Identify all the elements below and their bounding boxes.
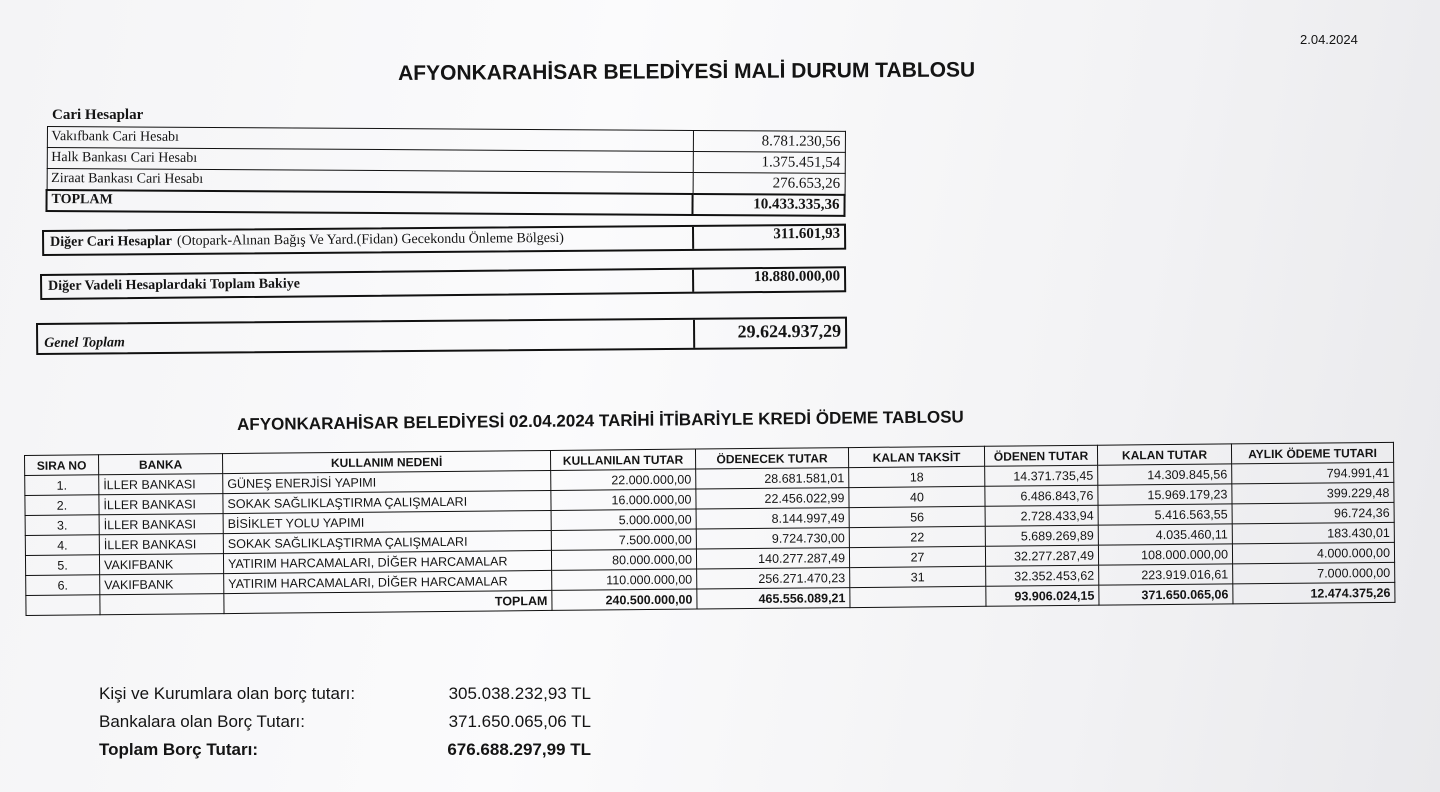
diger-vadeli-label-text: Diğer Vadeli Hesaplardaki Toplam Bakiye <box>48 276 300 294</box>
cell-banka: VAKIFBANK <box>99 554 223 575</box>
header-kullanim-nedeni: KULLANIM NEDENİ <box>222 450 550 473</box>
cell-neden: YATIRIM HARCAMALARI, DİĞER HARCAMALAR <box>224 570 552 593</box>
borc-value: 676.688.297,99 TL <box>447 740 591 759</box>
cell-odenen: 14.371.735,45 <box>985 465 1098 486</box>
diger-cari-label-rest: (Otopark-Alınan Bağış Ve Yard.(Fidan) Gecekondu Önleme Bölgesi) <box>176 230 565 249</box>
cari-row-value: 276.653,26 <box>693 172 845 194</box>
cell-kalan: 15.969.179,23 <box>1098 484 1232 505</box>
cell-kalan-taksit: 56 <box>849 506 985 527</box>
diger-vadeli-label <box>42 270 692 298</box>
cell-odenecek: 28.681.581,01 <box>696 468 849 489</box>
cari-row-label: Halk Bankası Cari Hesabı <box>47 148 693 173</box>
cell-sira: 4. <box>25 535 99 556</box>
kredi-title: AFYONKARAHİSAR BELEDİYESİ 02.04.2024 TARİHİ İTİBARİYLE KREDİ ÖDEME TABLOSU <box>237 407 964 434</box>
header-odenecek-tutar: ÖDENECEK TUTAR <box>695 448 848 469</box>
cell-kalan: 4.035.460,11 <box>1098 524 1232 545</box>
cell-neden: GÜNEŞ ENERJİSİ YAPIMI <box>223 470 551 493</box>
diger-cari-value: 311.601,93 <box>692 226 844 249</box>
cell-kullanilan: 16.000.000,00 <box>551 489 696 510</box>
total-aylik: 12.474.375,26 <box>1233 582 1395 604</box>
cari-total-label: TOPLAM <box>46 190 692 215</box>
cell-odenen: 2.728.433,94 <box>985 505 1098 526</box>
cell-banka: İLLER BANKASI <box>99 494 223 515</box>
borc-row-banka <box>99 708 591 736</box>
total-odenecek: 465.556.089,21 <box>697 588 850 609</box>
total-kullanilan: 240.500.000,00 <box>552 589 697 610</box>
cell-kalan-taksit: 31 <box>850 566 986 587</box>
cell-banka: İLLER BANKASI <box>99 534 223 555</box>
total-kalan-taksit <box>850 586 986 607</box>
diger-vadeli-box <box>40 266 846 300</box>
cell-sira: 2. <box>25 495 99 516</box>
borc-label: Kişi ve Kurumlara olan borç tutarı: <box>99 684 356 703</box>
cell-kullanilan: 110.000.000,00 <box>552 569 697 590</box>
cell-kalan-taksit: 40 <box>849 486 985 507</box>
cell-neden: YATIRIM HARCAMALARI, DİĞER HARCAMALAR <box>223 550 551 573</box>
cell-odenen: 5.689.269,89 <box>985 525 1098 546</box>
cell-sira: 6. <box>26 575 100 596</box>
cari-hesaplar-table <box>45 126 846 216</box>
cell-odenecek: 140.277.287,49 <box>696 548 849 569</box>
total-kalan: 371.650.065,06 <box>1099 584 1233 605</box>
cell-aylik: 183.430,01 <box>1232 522 1394 544</box>
cell-aylik: 399.229,48 <box>1232 482 1394 504</box>
cell-kalan: 5.416.563,55 <box>1098 504 1232 525</box>
cell-aylik: 794.991,41 <box>1232 462 1394 484</box>
cell-banka: İLLER BANKASI <box>99 474 223 495</box>
diger-vadeli-value: 18.880.000,00 <box>692 268 844 291</box>
cell-kullanilan: 80.000.000,00 <box>551 549 696 570</box>
borc-summary <box>99 680 591 764</box>
cari-row-label: Vakıfbank Cari Hesabı <box>47 127 693 152</box>
header-kullanilan-tutar: KULLANILAN TUTAR <box>550 449 695 470</box>
total-odenen: 93.906.024,15 <box>986 585 1099 606</box>
diger-cari-label-bold: Diğer Cari Hesaplar <box>50 233 172 250</box>
borc-value: 305.038.232,93 TL <box>448 684 591 703</box>
genel-toplam-label <box>38 320 693 353</box>
genel-toplam-label-text: Genel Toplam <box>44 335 125 351</box>
header-kalan-tutar: KALAN TUTAR <box>1097 444 1231 465</box>
cell-kalan: 14.309.845,56 <box>1098 464 1232 485</box>
cell-odenecek: 9.724.730,00 <box>696 528 849 549</box>
header-kalan-taksit: KALAN TAKSİT <box>848 446 984 467</box>
kredi-total-label: TOPLAM <box>224 590 552 613</box>
cell-banka: VAKIFBANK <box>100 574 224 595</box>
borc-value: 371.650.065,06 TL <box>448 712 591 731</box>
cell-odenen: 32.277.287,49 <box>985 545 1098 566</box>
cell-kalan: 108.000.000,00 <box>1098 544 1232 565</box>
header-banka: BANKA <box>99 454 223 475</box>
header-sira-no: SIRA NO <box>25 455 99 476</box>
cell-sira: 3. <box>25 515 99 536</box>
cell-empty <box>26 595 100 616</box>
mali-durum-title: AFYONKARAHİSAR BELEDİYESİ MALİ DURUM TABLOSU <box>398 58 976 85</box>
cari-row-value: 1.375.451,54 <box>693 151 845 173</box>
borc-label: Toplam Borç Tutarı: <box>99 740 258 759</box>
cell-kalan: 223.919.016,61 <box>1099 564 1233 585</box>
cell-kalan-taksit: 22 <box>849 526 985 547</box>
cell-aylik: 96.724,36 <box>1232 502 1394 524</box>
cell-sira: 5. <box>25 555 99 576</box>
cell-kullanilan: 22.000.000,00 <box>551 469 696 490</box>
cell-kullanilan: 5.000.000,00 <box>551 509 696 530</box>
cari-row-label: Ziraat Bankası Cari Hesabı <box>47 169 693 194</box>
diger-cari-box <box>42 224 846 256</box>
cell-neden: SOKAK SAĞLIKLAŞTIRMA ÇALIŞMALARI <box>223 530 551 553</box>
cell-odenecek: 22.456.022,99 <box>696 488 849 509</box>
genel-toplam-box <box>36 317 847 355</box>
kredi-table <box>24 442 1395 616</box>
cell-banka: İLLER BANKASI <box>99 514 223 535</box>
cell-kalan-taksit: 27 <box>849 546 985 567</box>
borc-row-kisi <box>99 680 591 708</box>
header-odenen-tutar: ÖDENEN TUTAR <box>984 445 1097 466</box>
cari-row-value: 8.781.230,56 <box>693 130 845 152</box>
diger-cari-label <box>44 227 692 254</box>
borc-label: Bankalara olan Borç Tutarı: <box>99 712 306 731</box>
genel-toplam-value: 29.624.937,29 <box>693 319 845 348</box>
document-date: 2.04.2024 <box>1300 32 1358 47</box>
cell-kalan-taksit: 18 <box>849 466 985 487</box>
cell-empty <box>100 594 224 615</box>
borc-row-toplam <box>99 736 591 764</box>
header-aylik-odeme: AYLIK ÖDEME TUTARI <box>1231 442 1393 464</box>
cell-odenen: 32.352.453,62 <box>986 565 1099 586</box>
cari-hesaplar-label: Cari Hesaplar <box>52 107 144 123</box>
cell-aylik: 7.000.000,00 <box>1233 562 1395 584</box>
cell-odenecek: 8.144.997,49 <box>696 508 849 529</box>
cari-total-row <box>46 190 844 216</box>
cell-odenen: 6.486.843,76 <box>985 485 1098 506</box>
cell-neden: SOKAK SAĞLIKLAŞTIRMA ÇALIŞMALARI <box>223 490 551 513</box>
cari-total-value: 10.433.335,36 <box>692 193 844 215</box>
cell-aylik: 4.000.000,00 <box>1232 542 1394 564</box>
cell-neden: BİSİKLET YOLU YAPIMI <box>223 510 551 533</box>
cell-sira: 1. <box>25 475 99 496</box>
cell-kullanilan: 7.500.000,00 <box>551 529 696 550</box>
cell-odenecek: 256.271.470,23 <box>697 568 850 589</box>
